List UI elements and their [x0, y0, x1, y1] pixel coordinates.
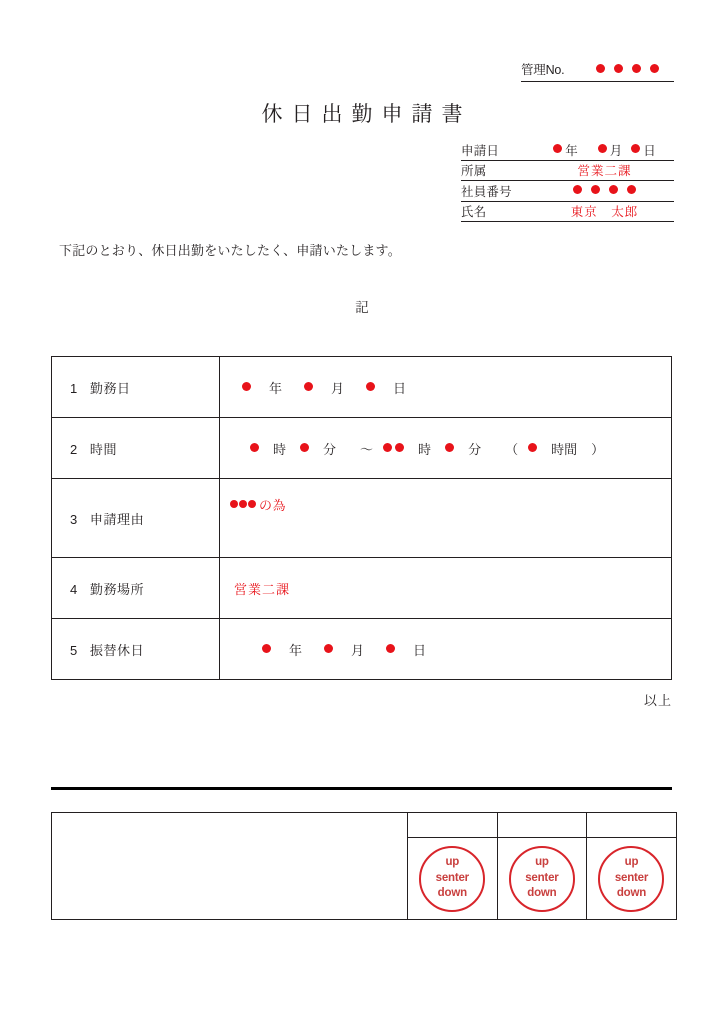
- row-label-text: 時間: [89, 441, 118, 457]
- stamp-line-senter: senter: [614, 871, 649, 884]
- value-application-date: [535, 141, 674, 159]
- row-value-substitute-holiday: [220, 619, 672, 680]
- label-application-date: 申請日: [461, 143, 500, 158]
- red-dot-icon: [230, 500, 238, 508]
- approval-stamp-icon: [598, 846, 664, 912]
- range-mark: ～: [360, 441, 374, 457]
- row-value-work-date: [220, 357, 672, 418]
- red-dot-icon: [248, 500, 256, 508]
- approval-notes-cell: [52, 813, 408, 920]
- closing-marker: 以上: [643, 693, 672, 708]
- red-dot-icon: [627, 185, 636, 194]
- approval-header-row: [52, 813, 677, 838]
- page-title: 休日出勤申請書: [261, 102, 472, 126]
- red-dot-icon: [596, 64, 605, 73]
- ki-marker: 記: [355, 300, 369, 315]
- row-label-text: 申請理由: [89, 511, 145, 527]
- row-label-reason: [52, 479, 220, 558]
- approval-stamp-cell: [497, 838, 587, 920]
- end-hour-dots: [383, 444, 404, 453]
- red-dot-icon: [324, 644, 333, 653]
- row-label-text: 勤務場所: [89, 581, 145, 597]
- unit-minute-start: 分: [323, 441, 337, 457]
- red-dot-icon: [250, 443, 259, 452]
- table-row: [52, 479, 672, 558]
- value-department: 営業二課: [577, 164, 632, 179]
- red-dot-icon: [242, 382, 251, 391]
- row-label-time: [52, 418, 220, 479]
- row-value-work-place: [220, 558, 672, 619]
- reason-entry-line: [230, 479, 671, 514]
- approval-stamp-cell: [408, 838, 498, 920]
- stamp-line-senter: senter: [525, 871, 559, 884]
- label-name: 氏名: [461, 205, 487, 220]
- red-dot-icon: [366, 382, 375, 391]
- red-dot-icon: [528, 443, 537, 452]
- unit-hour-start: 時: [273, 441, 287, 457]
- red-dot-icon: [650, 64, 659, 73]
- row-value-reason: [220, 479, 672, 558]
- unit-month: 月: [331, 380, 345, 396]
- red-dot-icon: [573, 185, 582, 194]
- applicant-row-department: [461, 161, 674, 182]
- row-label-text: 振替休日: [89, 642, 145, 658]
- row-label-work-date: [52, 357, 220, 418]
- table-row: [52, 418, 672, 479]
- approval-stamp-table: [51, 812, 677, 920]
- reason-value: [230, 495, 286, 514]
- control-number-field: [521, 60, 674, 82]
- control-number-label: 管理No.: [521, 63, 565, 77]
- section-divider: [51, 787, 672, 790]
- label-department: 所属: [461, 164, 487, 179]
- red-dot-icon: [395, 443, 404, 452]
- stamp-line-down: down: [437, 887, 467, 900]
- unit-year: 年: [269, 380, 283, 396]
- row-number: 3: [70, 511, 78, 527]
- stamp-line-up: up: [535, 856, 549, 869]
- stamp-line-up: up: [445, 856, 460, 869]
- stamp-line-down: down: [616, 887, 647, 900]
- unit-month: 月: [351, 642, 365, 658]
- row-label-text: 勤務日: [89, 380, 131, 396]
- stamp-line-senter: senter: [435, 871, 469, 884]
- unit-day: 日: [413, 642, 427, 658]
- unit-day: 日: [393, 380, 407, 396]
- unit-minute-end: 分: [468, 441, 482, 457]
- unit-duration: 時間: [551, 441, 578, 457]
- row-value-time: [220, 418, 672, 479]
- approval-header-cell: [497, 813, 587, 838]
- red-dot-icon: [386, 644, 395, 653]
- applicant-row-application-date: [461, 140, 674, 161]
- red-dot-icon: [239, 500, 247, 508]
- date-entry-line: [230, 378, 671, 397]
- applicant-row-employee-number: [461, 181, 674, 202]
- unit-day: 日: [643, 143, 656, 158]
- red-dot-icon: [445, 443, 454, 452]
- row-number: 1: [70, 380, 78, 396]
- red-dot-icon: [300, 443, 309, 452]
- paren-open: （: [505, 441, 519, 457]
- date-day-group: [631, 141, 656, 159]
- approval-header-cell: [408, 813, 498, 838]
- red-dot-icon: [262, 644, 271, 653]
- time-entry-line: [230, 439, 671, 458]
- applicant-row-name: [461, 202, 674, 223]
- unit-hour-end: 時: [418, 441, 432, 457]
- red-dot-icon: [553, 144, 562, 153]
- stamp-line-up: up: [624, 856, 639, 869]
- approval-stamp-icon: [419, 846, 485, 912]
- value-name: 東京 太郎: [570, 205, 639, 220]
- red-dot-icon: [304, 382, 313, 391]
- label-employee-number: 社員番号: [461, 184, 512, 199]
- date-month-group: [598, 141, 623, 159]
- paren-close: ）: [591, 441, 605, 457]
- date-entry-line: [230, 640, 671, 659]
- unit-year: 年: [565, 143, 578, 158]
- red-dot-icon: [609, 185, 618, 194]
- approval-stamp-icon: [509, 846, 575, 912]
- request-details-table: [51, 356, 672, 680]
- intro-sentence: 下記のとおり、休日出勤をいたしたく、申請いたします。: [59, 243, 401, 258]
- row-number: 5: [70, 642, 78, 658]
- row-number: 2: [70, 441, 78, 457]
- red-dot-icon: [383, 443, 392, 452]
- table-row: [52, 558, 672, 619]
- table-row: [52, 357, 672, 418]
- applicant-info-table: [461, 140, 674, 222]
- row-number: 4: [70, 581, 78, 597]
- unit-year: 年: [289, 642, 303, 658]
- row-label-work-place: [52, 558, 220, 619]
- approval-header-cell: [587, 813, 677, 838]
- red-dot-icon: [632, 64, 641, 73]
- red-dot-icon: [591, 185, 600, 194]
- stamp-line-down: down: [527, 887, 557, 900]
- work-place-value: 営業二課: [234, 581, 291, 597]
- table-row: [52, 619, 672, 680]
- red-dot-icon: [614, 64, 623, 73]
- value-employee-number: [535, 186, 674, 195]
- control-number-dots: [596, 65, 659, 74]
- approval-stamp-cell: [587, 838, 677, 920]
- row-label-substitute-holiday: [52, 619, 220, 680]
- red-dot-icon: [631, 144, 640, 153]
- red-dot-icon: [598, 144, 607, 153]
- reason-suffix: の為: [259, 498, 287, 513]
- date-year-group: [553, 141, 578, 159]
- unit-month: 月: [609, 143, 623, 158]
